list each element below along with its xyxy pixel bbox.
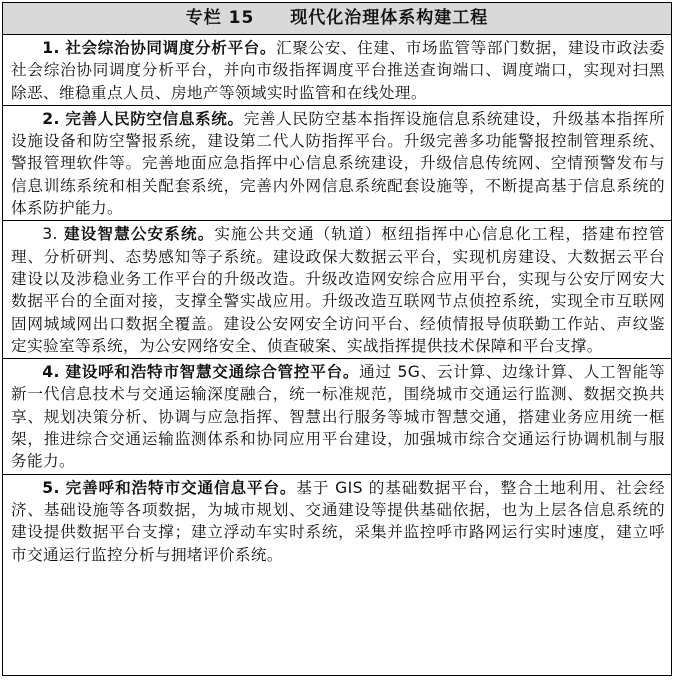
item-lead: 社会综治协同调度分析平台。: [65, 39, 277, 57]
feature-box: [2, 2, 672, 676]
item-body: 汇聚公安、住建、市场监管等部门数据，建设市政法委社会综治协同调度分析平台，并向市级指挥调度平台推送查询端口、调度端口，实现对扫黑除恶、维稳重点人员、房地产等领域实时监管和在线处理。: [11, 39, 665, 102]
item-number: 3.: [42, 225, 58, 244]
item-lead: 建设智慧公安系统。: [63, 225, 215, 244]
box-title: 现代化治理体系构建工程: [290, 8, 489, 28]
item-body: 完善人民防空基本指挥设施信息系统建设，升级基本指挥所设施设备和防空警报系统，建设第二代人防指挥平台。升级完善多功能警报控制管理系统、警报管理软件等。完善地面应急指挥中心信息系统建设，升级信息传统网、空情预警发布与信息训练系统和相关配套系统，完善内外网信息系统配套设施等，不断提高基于信息系统的体系防护能力。: [11, 109, 665, 218]
item-number: 2.: [42, 109, 60, 128]
item-4: [3, 359, 671, 474]
item-lead: 建设呼和浩特市智慧交通综合管控平台。: [65, 363, 360, 382]
box-title-row: [3, 3, 671, 35]
item-body: 基于 GIS 的基础数据平台，整合土地利用、社会经济、基础设施等各项数据，为城市规划、交通建设等提供基础依据，也为上层各信息系统的建设提供数据平台支撑；建立浮动车实时系统，采集并监控呼市路网运行实时速度，建立呼市交通运行监控分析与拥堵评价系统。: [11, 478, 665, 564]
item-1: [3, 35, 671, 106]
item-2: [3, 106, 671, 221]
item-5: [3, 475, 671, 567]
item-body: 通过 5G、云计算、边缘计算、人工智能等新一代信息技术与交通运输深度融合，统一标准规范，围绕城市交通运行监测、数据交换共享、规划决策分析、协调与应急指挥、智慧出行服务等城市智慧交通，搭建业务应用统一框架，推进综合交通运输监测体系和协同应用平台建设，加强城市综合交通运行协调机制与服务能力。: [11, 363, 665, 471]
item-lead: 完善呼和浩特市交通信息平台。: [65, 478, 297, 497]
box-label: 专栏 15: [185, 8, 255, 28]
item-number: 1.: [42, 39, 60, 57]
item-3: [3, 221, 671, 359]
item-number: 4.: [42, 363, 60, 382]
item-body: 实施公共交通（轨道）枢纽指挥中心信息化工程，搭建布控管理、分析研判、态势感知等子系统。建设政保大数据云平台，实现机房建设、大数据云平台建设以及涉稳业务工作平台的升级改造。升级改造网安综合应用平台，实现与公安厅网安大数据平台的全面对接，支撑全警实战应用。升级改造互联网节点侦控系统，实现全市互联网固网城域网出口数据全覆盖。建设公安网安全访问平台、经侦情报导侦联勤工作站、声纹鉴定实验室等系统，为公安网络安全、侦查破案、实战指挥提供技术保障和平台支撑。: [11, 225, 665, 355]
item-number: 5.: [42, 478, 60, 497]
item-lead: 完善人民防空信息系统。: [65, 109, 244, 128]
